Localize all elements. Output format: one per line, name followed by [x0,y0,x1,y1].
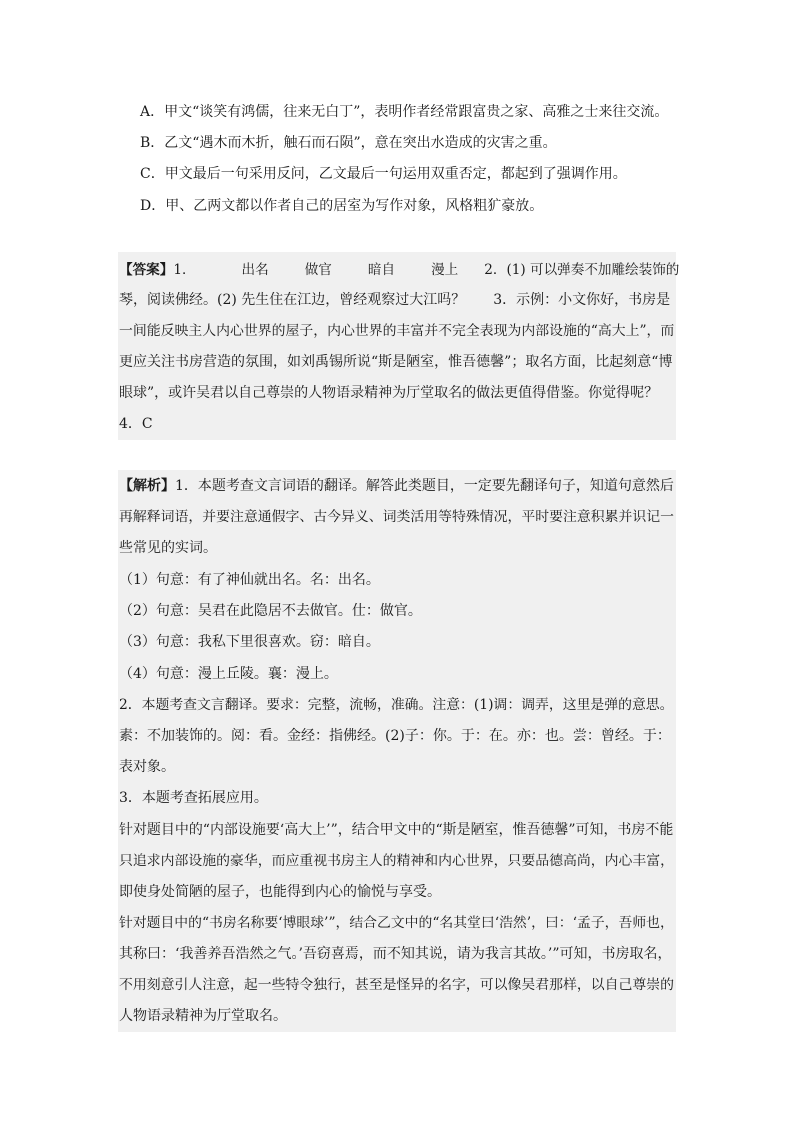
answer-item-1: 出名 [241,262,269,278]
answer-panel [118,252,680,440]
analysis-line-7: （4）句意：漫上丘陵。襄：漫上。 [119,666,338,682]
answer-line-3: 一间能反映主人内心世界的屋子，内心世界的丰富并不完全表现为内部设施的“高大上”，而 [119,323,675,339]
analysis-line-2: 再解释词语，并要注意通假字、古今异义、词类活用等特殊情况，平时要注意积累并识记一 [119,509,675,525]
answer-line-1 [118,260,679,280]
analysis-line-10: 表对象。 [119,759,175,775]
answer-item-3: 暗自 [367,262,396,278]
analysis-panel [118,470,676,1032]
answer-line-5: 眼球”，或许吴君以自己尊崇的人物语录精神为厅堂取名的做法更值得借鉴。你觉得呢？ [119,385,659,401]
analysis-label: 【解析】 [119,478,175,494]
option-c: C．甲文最后一句采用反问，乙文最后一句运用双重否定，都起到了强调作用。 [140,166,627,182]
answer-q2-start: 2．(1) 可以弹奏不加雕绘装饰的 [484,262,680,278]
analysis-line-9: 素：不加装饰的。阅：看。金经：指佛经。(2)子：你。于：在。亦：也。尝：曾经。于： [119,728,671,744]
analysis-line-15: 针对题目中的“书房名称要‘博眼球’”，结合乙文中的“名其堂曰‘浩然’，曰：‘孟子，吾师也， [119,915,674,931]
answer-label: 【答案】 [119,262,174,278]
analysis-line-16: 其称曰：‘我善养吾浩然之气。’吾窃喜焉，而不知其说，请为我言其故。’”可知，书房取名， [119,946,672,962]
answer-line-4: 更应关注书房营造的氛围，如刘禹锡所说“斯是陋室，惟吾德馨”；取名方面，比起刻意“博 [119,354,673,370]
analysis-line-8: 2．本题考查文言翻译。要求：完整，流畅，准确。注意：(1)调：调弄，这里是弹的意思。 [119,697,674,713]
analysis-line-11: 3．本题考查拓展应用。 [119,790,268,806]
option-b: B．乙文“遇木而木折，触石而石陨”，意在突出水造成的灾害之重。 [140,135,557,151]
answer-item-2: 做官 [304,262,332,278]
analysis-line-12: 针对题目中的“内部设施要‘高大上’”，结合甲文中的“斯是陋室，惟吾德馨”可知，书房不能 [119,822,674,838]
analysis-first: 1．本题考查文言词语的翻译。解答此类题目，一定要先翻译句子，知道句意然后 [175,478,674,494]
option-a: A．甲文“谈笑有鸿儒，往来无白丁”，表明作者经常跟富贵之家、高雅之士来往交流。 [140,104,669,120]
analysis-line-6: （3）句意：我私下里很喜欢。窃：暗自。 [119,634,380,650]
answer-item-4: 漫上 [431,262,459,278]
analysis-line-5: （2）句意：吴君在此隐居不去做官。仕：做官。 [119,603,422,619]
analysis-line-13: 只追求内部设施的豪华，而应重视书房主人的精神和内心世界，只要品德高尚，内心丰富， [119,853,675,869]
analysis-line-17: 不用刻意引人注意，起一些特令独行，甚至是怪异的名字，可以像吴君那样，以自己尊崇的 [119,977,675,993]
analysis-line-1 [118,476,674,496]
analysis-line-4: （1）句意：有了神仙就出名。名：出名。 [119,572,380,588]
analysis-line-18: 人物语录精神为厅堂取名。 [119,1008,287,1024]
analysis-line-14: 即使身处简陋的屋子，也能得到内心的愉悦与享受。 [119,884,441,900]
answer-line-2: 琴，阅读佛经。(2) 先生住在江边，曾经观察过大江吗？ 3．示例：小文你好，书房是 [119,292,671,308]
analysis-line-3: 些常见的实词。 [119,540,217,556]
answer-line-6: 4．C [119,416,153,432]
option-d: D．甲、乙两文都以作者自己的居室为写作对象，风格粗犷豪放。 [140,198,544,214]
answer-q1-num: 1． [173,262,196,278]
